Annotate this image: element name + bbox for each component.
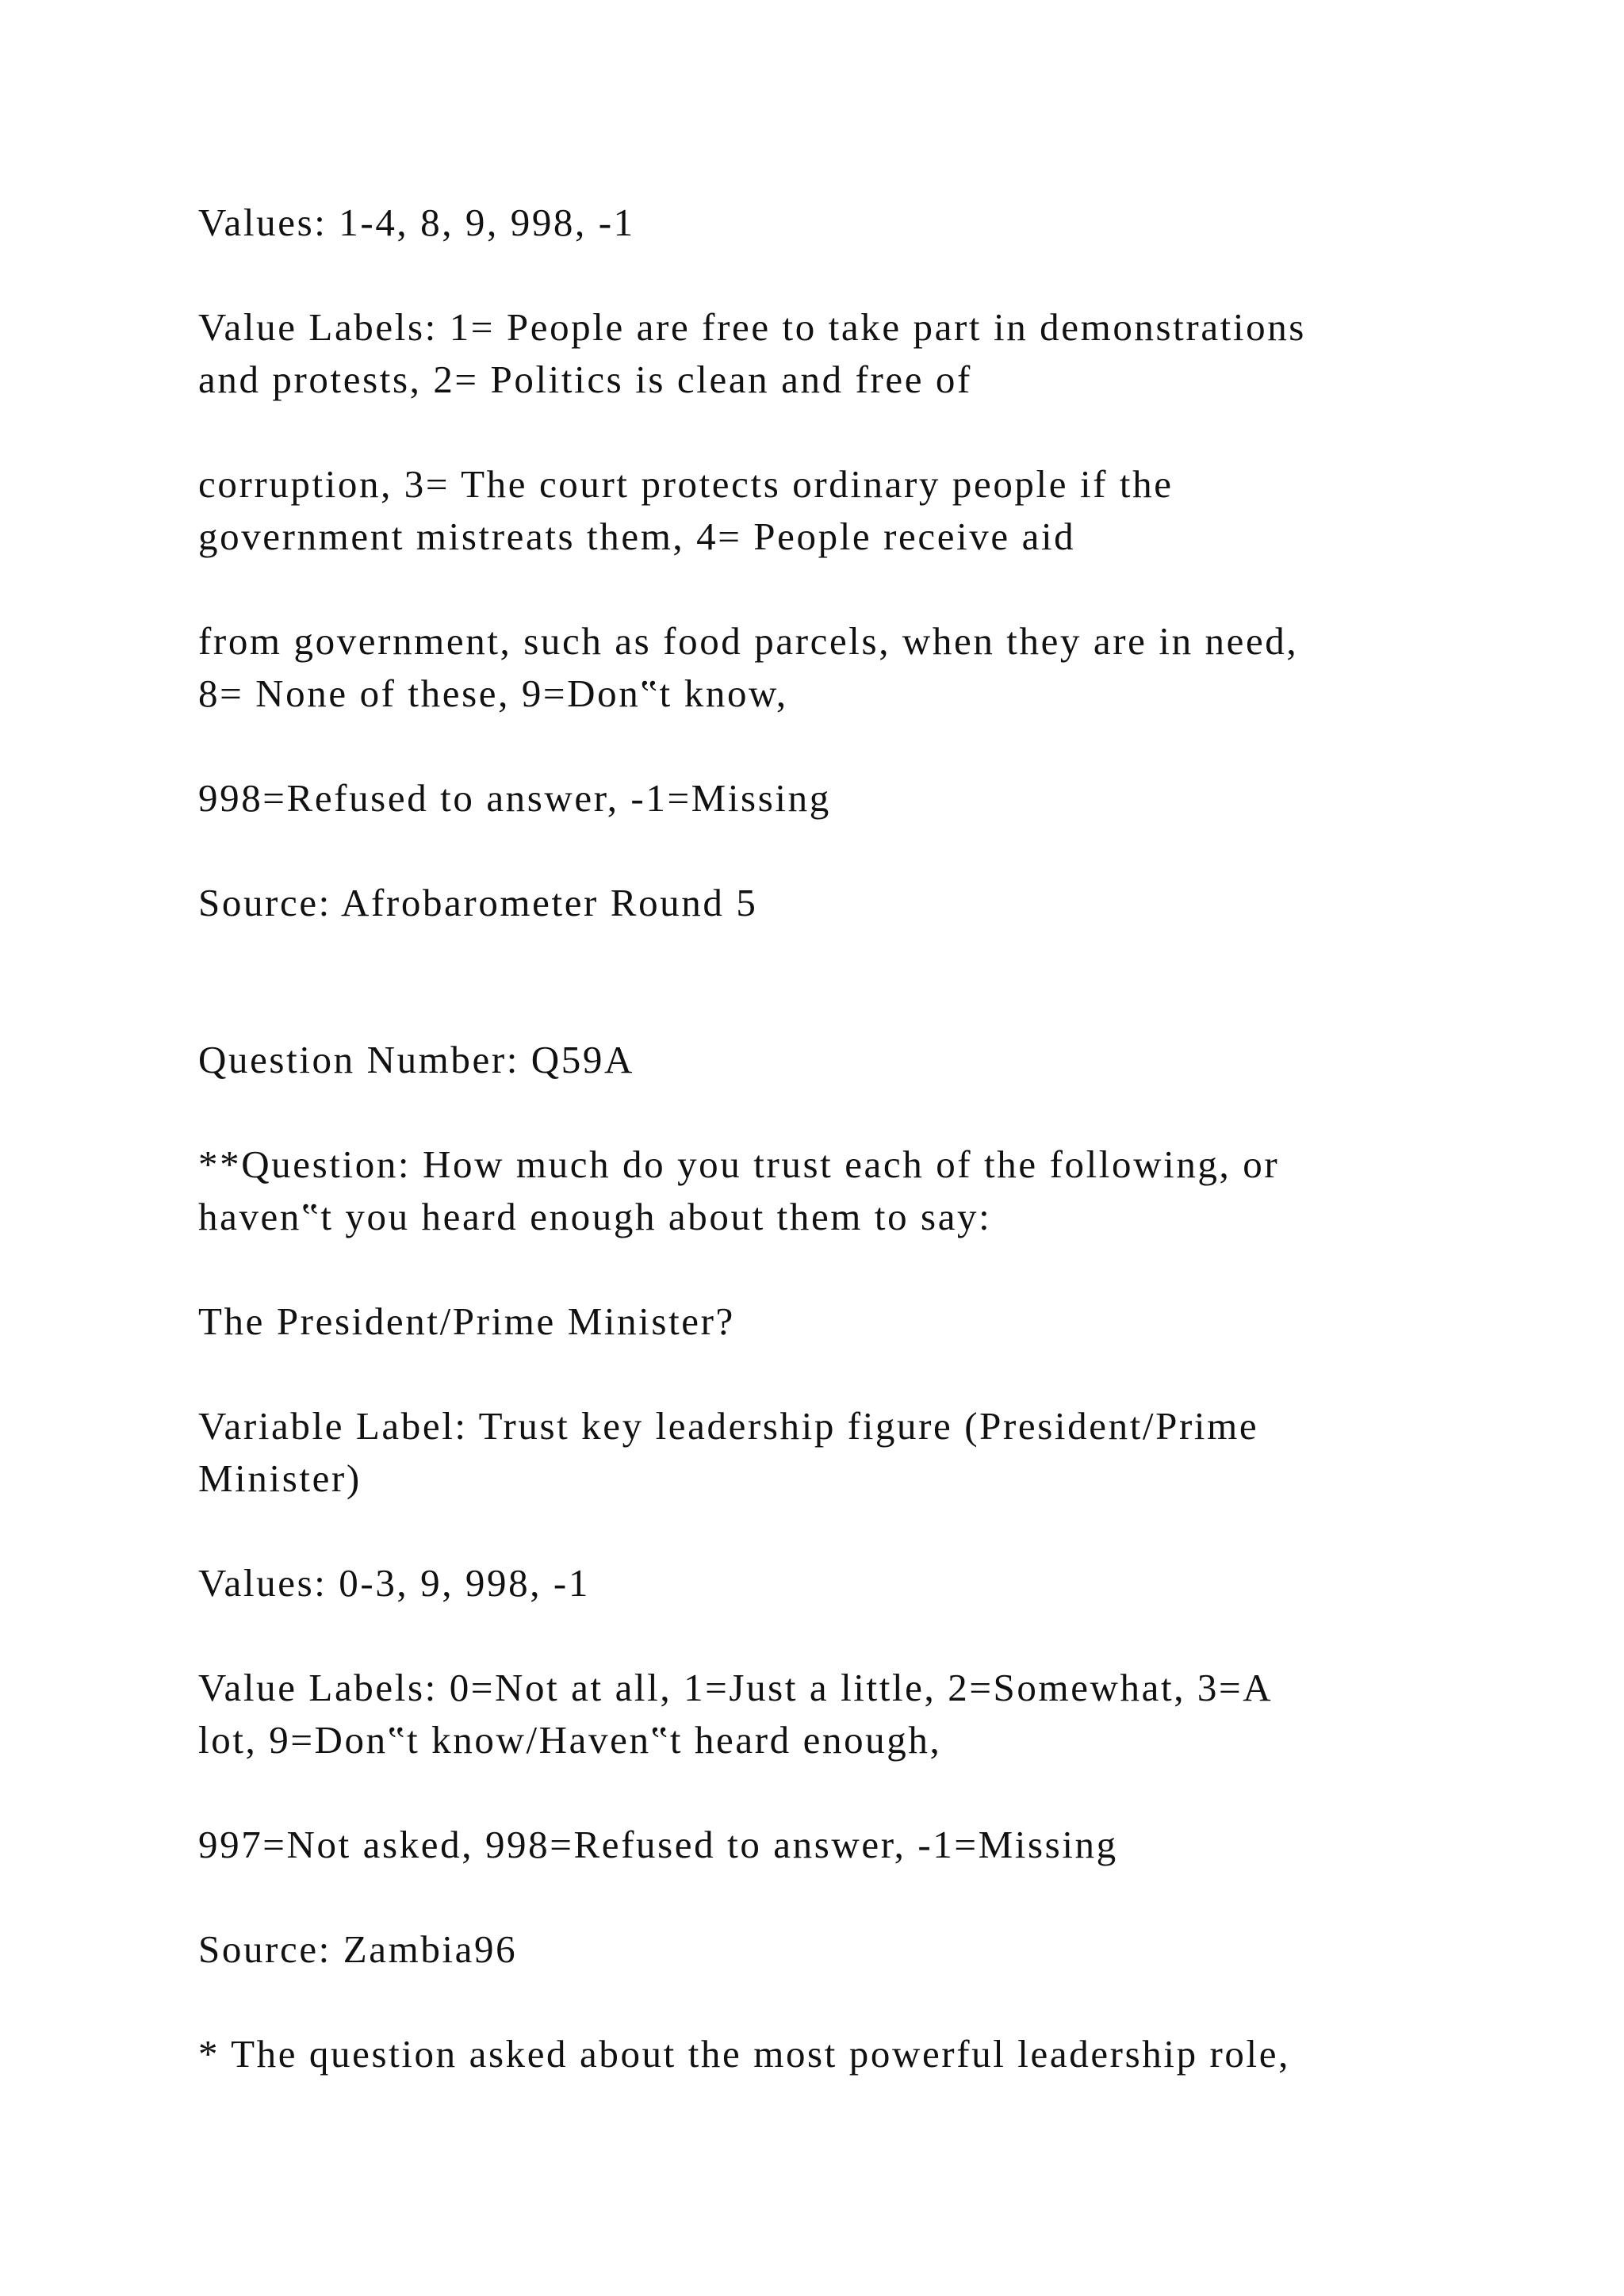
text-line: from government, such as food parcels, when they are in need, <box>198 619 1299 663</box>
value-labels-q58-continued-2 <box>198 615 1435 720</box>
text-line: haven‟t you heard enough about them to say: <box>198 1195 992 1238</box>
text-line: 997=Not asked, 998=Refused to answer, -1=Missing <box>198 1823 1118 1866</box>
text-line: Source: Afrobarometer Round 5 <box>198 881 758 924</box>
variable-label <box>198 1400 1435 1505</box>
text-line: lot, 9=Don‟t know/Haven‟t heard enough, <box>198 1718 942 1762</box>
question-number <box>198 1034 1435 1086</box>
question-text <box>198 1138 1435 1243</box>
text-line: Values: 1-4, 8, 9, 998, -1 <box>198 201 635 244</box>
text-line: Variable Label: Trust key leadership figure (President/Prime <box>198 1404 1259 1448</box>
text-line: Question Number: Q59A <box>198 1038 634 1081</box>
value-labels-q59a-continued <box>198 1819 1435 1871</box>
text-line: The President/Prime Minister? <box>198 1299 735 1343</box>
text-line: and protests, 2= Politics is clean and free of <box>198 358 972 401</box>
text-line: Value Labels: 0=Not at all, 1=Just a little, 2=Somewhat, 3=A <box>198 1666 1274 1709</box>
text-line: 998=Refused to answer, -1=Missing <box>198 776 831 820</box>
footnote <box>198 2028 1435 2080</box>
question-subject <box>198 1295 1435 1348</box>
value-labels-q58-continued-3 <box>198 772 1435 825</box>
values-line-q58 <box>198 197 1435 249</box>
value-labels-q59a <box>198 1662 1435 1766</box>
text-line: Value Labels: 1= People are free to take part in demonstrations <box>198 305 1306 349</box>
text-line: **Question: How much do you trust each of the following, or <box>198 1142 1280 1186</box>
source-line-q58 <box>198 877 1435 929</box>
text-line: * The question asked about the most powerful leadership role, <box>198 2032 1290 2076</box>
text-line: corruption, 3= The court protects ordinary people if the <box>198 462 1174 506</box>
value-labels-q58 <box>198 301 1435 406</box>
text-line: Minister) <box>198 1456 362 1500</box>
text-line: Source: Zambia96 <box>198 1927 518 1971</box>
values-line-q59a <box>198 1557 1435 1609</box>
source-line-q59a <box>198 1923 1435 1976</box>
text-line: 8= None of these, 9=Don‟t know, <box>198 672 788 715</box>
text-line: government mistreats them, 4= People receive aid <box>198 515 1076 558</box>
value-labels-q58-continued <box>198 458 1435 563</box>
text-line: Values: 0-3, 9, 998, -1 <box>198 1561 590 1605</box>
